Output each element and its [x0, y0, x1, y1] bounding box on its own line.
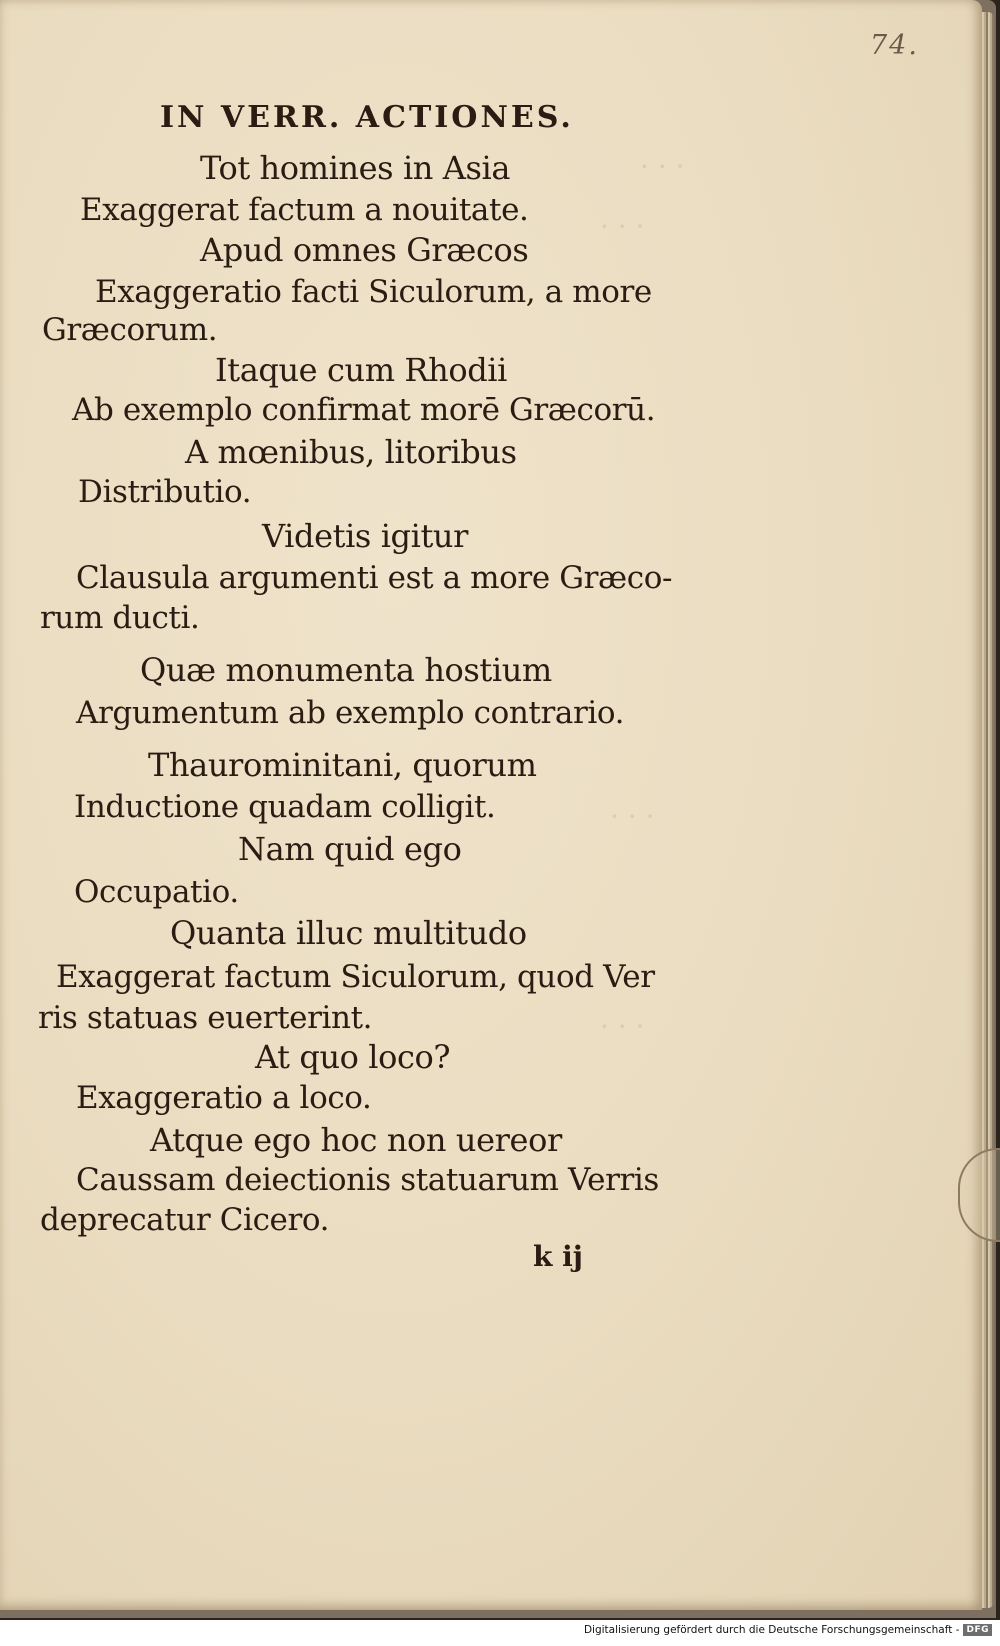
note-line: Caussam deiectionis statuarum Verris — [76, 1162, 659, 1198]
lemma-line: Tot homines in Asia — [200, 149, 511, 187]
note-line: Argumentum ab exemplo contrario. — [76, 695, 625, 731]
note-line: Exaggerat factum a nouitate. — [80, 192, 529, 228]
show-through: · · · — [600, 1010, 645, 1043]
note-line: Occupatio. — [74, 874, 239, 910]
note-line: Exaggeratio facti Siculorum, a more — [95, 274, 652, 310]
lemma-line: Videtis igitur — [262, 517, 469, 555]
note-line: Clausula argumenti est a more Græco- — [76, 560, 673, 596]
running-head: IN VERR. ACTIONES. — [160, 100, 574, 135]
show-through: · · · — [610, 800, 655, 833]
note-line: Græcorum. — [42, 312, 218, 348]
note-line: Exaggeratio a loco. — [76, 1080, 372, 1116]
lemma-line: Nam quid ego — [238, 830, 462, 868]
dfg-logo: DFG — [963, 1624, 992, 1636]
show-through: · · · — [640, 150, 685, 183]
lemma-line: Atque ego hoc non uereor — [150, 1121, 562, 1159]
show-through: · · · — [600, 210, 645, 243]
signature-mark: k ij — [533, 1240, 583, 1273]
lemma-line: A mœnibus, litoribus — [185, 433, 517, 471]
lemma-line: Quæ monumenta hostium — [140, 651, 552, 689]
note-line: Ab exemplo confirmat morē Græcorū. — [72, 392, 656, 428]
folio-number: 74. — [870, 30, 919, 61]
lemma-line: Thaurominitani, quorum — [148, 746, 537, 784]
note-line: Inductione quadam colligit. — [74, 789, 496, 825]
note-line: Distributio. — [78, 474, 252, 510]
note-line: rum ducti. — [40, 600, 200, 636]
lemma-line: Itaque cum Rhodii — [215, 351, 507, 389]
note-line: deprecatur Cicero. — [40, 1202, 330, 1238]
credit-text: Digitalisierung gefördert durch die Deutsche Forschungsgemeinschaft - — [583, 1624, 960, 1636]
digitization-credit — [584, 1624, 992, 1636]
lemma-line: At quo loco? — [255, 1038, 451, 1076]
note-line: ris statuas euerterint. — [38, 1000, 373, 1036]
lemma-line: Quanta illuc multitudo — [170, 914, 527, 952]
lemma-line: Apud omnes Græcos — [200, 231, 529, 269]
note-line: Exaggerat factum Siculorum, quod Ver — [56, 959, 655, 995]
